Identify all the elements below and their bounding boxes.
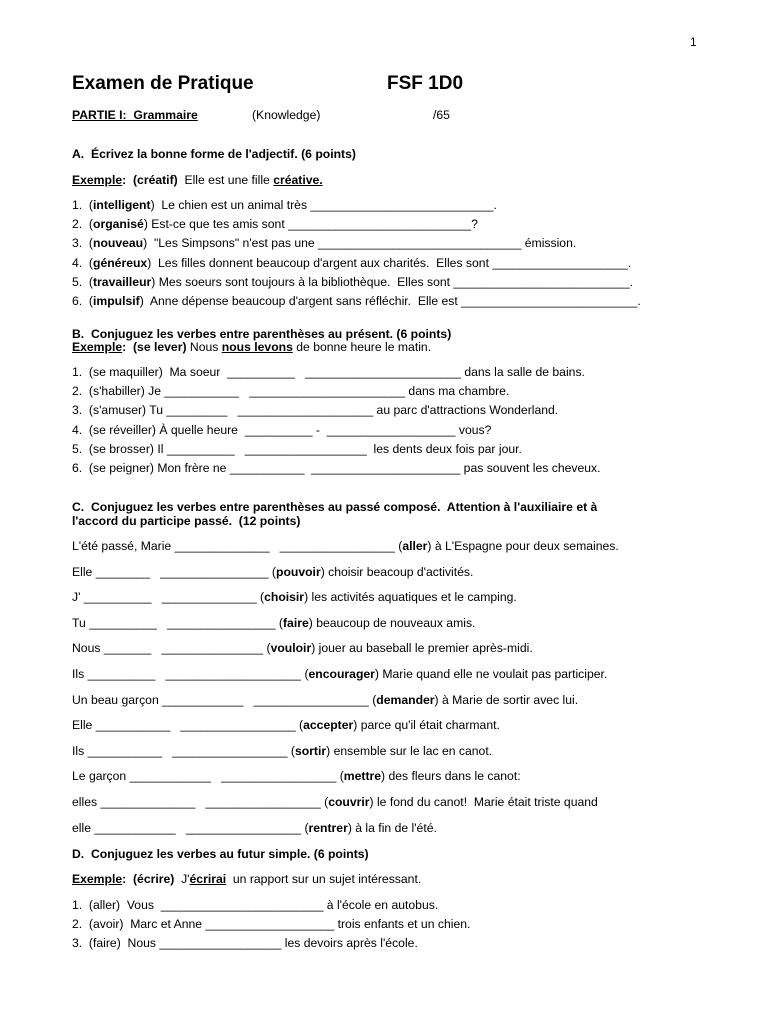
item-text: ) les activités aquatiques et le camping. — [304, 590, 517, 604]
item-prefix: 4. ( — [72, 256, 93, 270]
section-b-heading: B. Conjuguez les verbes entre parenthèses au présent. (6 points) — [72, 327, 452, 341]
example-colon: : — [122, 173, 133, 187]
item-text: ) "Les Simpsons" n'est pas une ______________________________ émission. — [143, 236, 577, 250]
section-c-item — [72, 565, 473, 580]
item-verb: vouloir — [270, 641, 312, 655]
example-text: Elle est une fille — [177, 173, 274, 187]
section-c-heading-line2: l'accord du participe passé. (12 points) — [72, 514, 301, 528]
item-text: ) à L'Espagne pour deux semaines. — [427, 539, 619, 553]
partie-score: /65 — [433, 108, 450, 122]
item-text: ) Mes soeurs sont toujours à la bibliothèque. Elles sont __________________________. — [151, 275, 634, 289]
section-b-item: 4. (se réveiller) À quelle heure __________ - ___________________ vous? — [72, 423, 492, 437]
exam-title: Examen de Pratique — [72, 73, 254, 94]
item-verb: pouvoir — [276, 565, 321, 579]
example-label: Exemple — [72, 173, 123, 187]
section-c-item — [72, 693, 578, 708]
section-d-heading: D. Conjuguez les verbes au futur simple. (6 points) — [72, 847, 369, 861]
item-verb: rentrer — [308, 821, 348, 835]
item-verb: encourager — [308, 667, 375, 681]
item-prefix: elles ______________ _________________ ( — [72, 795, 329, 809]
section-a-example — [72, 173, 323, 188]
item-verb: couvrir — [328, 795, 370, 809]
section-a-item — [72, 198, 497, 213]
example-answer: nous levons — [221, 340, 293, 354]
section-d-item: 3. (faire) Nous __________________ les devoirs après l'école. — [72, 936, 418, 950]
item-adjective: organisé — [93, 217, 144, 231]
section-a-item — [72, 275, 633, 290]
section-d-item: 2. (avoir) Marc et Anne ___________________ trois enfants et un chien. — [72, 917, 471, 931]
item-verb: sortir — [294, 744, 327, 758]
example-word: (écrire) — [132, 872, 175, 886]
page-number: 1 — [690, 35, 697, 49]
section-b-item: 3. (s'amuser) Tu _________ ____________________ au parc d'attractions Wonderland. — [72, 403, 559, 417]
section-b-item: 1. (se maquiller) Ma soeur __________ _______________________ dans la salle de bains. — [72, 365, 585, 379]
item-prefix: 1. ( — [72, 198, 93, 212]
item-adjective: impulsif — [93, 294, 140, 308]
item-adjective: nouveau — [93, 236, 144, 250]
item-text: ) Est-ce que tes amis sont ___________________________? — [143, 217, 478, 231]
section-a-item — [72, 294, 641, 309]
section-d-example — [72, 872, 421, 887]
item-verb: demander — [376, 693, 435, 707]
section-c-heading: C. Conjuguez les verbes entre parenthèses au passé composé. Attention à l'auxiliaire et à — [72, 500, 598, 514]
example-text: de bonne heure le matin. — [292, 340, 432, 354]
section-c-item — [72, 616, 475, 631]
item-text: ) des fleurs dans le canot: — [381, 769, 521, 783]
item-prefix: Tu __________ ________________ ( — [72, 616, 283, 630]
section-c-item — [72, 769, 521, 784]
course-code: FSF 1D0 — [387, 73, 464, 94]
item-verb: choisir — [264, 590, 305, 604]
example-text: Nous — [186, 340, 222, 354]
section-c-item — [72, 795, 598, 810]
example-answer: écrirai — [189, 872, 227, 886]
item-prefix: 6. ( — [72, 294, 93, 308]
example-word: (créatif) — [132, 173, 178, 187]
item-text: ) Le chien est un animal très ___________________________. — [150, 198, 497, 212]
item-prefix: Un beau garçon ____________ _________________ ( — [72, 693, 377, 707]
section-c-item — [72, 539, 619, 554]
item-verb: accepter — [303, 718, 354, 732]
item-prefix: elle ____________ _________________ ( — [72, 821, 309, 835]
item-prefix: Ils ___________ _________________ ( — [72, 744, 295, 758]
item-prefix: Elle ___________ _________________ ( — [72, 718, 304, 732]
section-b-example — [72, 340, 431, 355]
example-colon: : — [122, 872, 133, 886]
item-prefix: L'été passé, Marie ______________ _________________ ( — [72, 539, 403, 553]
item-adjective: travailleur — [93, 275, 152, 289]
example-answer: créative. — [273, 173, 323, 187]
section-a-heading: A. Écrivez la bonne forme de l'adjectif. (6 points) — [72, 147, 356, 161]
example-label: Exemple — [72, 340, 123, 354]
example-label: Exemple — [72, 872, 123, 886]
section-c-item — [72, 590, 517, 605]
item-verb: mettre — [343, 769, 382, 783]
item-verb: faire — [283, 616, 309, 630]
partie-label: PARTIE I: Grammaire — [72, 108, 198, 122]
item-prefix: 3. ( — [72, 236, 93, 250]
example-word: (se lever) — [132, 340, 187, 354]
item-text: ) Marie quand elle ne voulait pas participer. — [374, 667, 608, 681]
section-b-item: 5. (se brosser) Il __________ __________________ les dents deux fois par jour. — [72, 442, 522, 456]
item-prefix: 2. ( — [72, 217, 93, 231]
item-text: ) à la fin de l'été. — [347, 821, 437, 835]
item-text: ) parce qu'il était charmant. — [353, 718, 500, 732]
item-text: ) jouer au baseball le premier après-midi. — [311, 641, 533, 655]
example-colon: : — [122, 340, 133, 354]
section-c-item — [72, 641, 533, 656]
item-prefix: J' __________ ______________ ( — [72, 590, 265, 604]
section-c-item — [72, 744, 492, 759]
section-c-item — [72, 667, 607, 682]
item-prefix: Nous _______ _______________ ( — [72, 641, 271, 655]
item-text: ) à Marie de sortir avec lui. — [434, 693, 579, 707]
item-prefix: Le garçon ____________ _________________ ( — [72, 769, 344, 783]
section-a-item — [72, 217, 478, 232]
section-b-item: 6. (se peigner) Mon frère ne ___________ ______________________ pas souvent les cheveux. — [72, 461, 601, 475]
partie-category: (Knowledge) — [252, 108, 321, 122]
section-b-item: 2. (s'habiller) Je ___________ _______________________ dans ma chambre. — [72, 384, 510, 398]
section-c-item — [72, 821, 437, 836]
item-adjective: généreux — [93, 256, 148, 270]
example-text: J' — [174, 872, 190, 886]
item-prefix: 5. ( — [72, 275, 93, 289]
item-verb: aller — [402, 539, 428, 553]
section-a-item — [72, 256, 631, 271]
item-text: ) Les filles donnent beaucoup d'argent aux charités. Elles sont ____________________. — [147, 256, 632, 270]
item-prefix: Elle ________ ________________ ( — [72, 565, 276, 579]
item-text: ) Anne dépense beaucoup d'argent sans réfléchir. Elle est __________________________. — [139, 294, 641, 308]
section-d-item: 1. (aller) Vous ________________________ à l'école en autobus. — [72, 898, 439, 912]
item-text: ) ensemble sur le lac en canot. — [326, 744, 493, 758]
item-adjective: intelligent — [93, 198, 151, 212]
item-text: ) beaucoup de nouveaux amis. — [308, 616, 476, 630]
item-prefix: Ils __________ ____________________ ( — [72, 667, 309, 681]
section-a-item — [72, 236, 576, 251]
section-c-item — [72, 718, 500, 733]
example-text: un rapport sur un sujet intéressant. — [226, 872, 422, 886]
item-text: ) le fond du canot! Marie était triste quand — [369, 795, 598, 809]
item-text: ) choisir beacoup d'activités. — [320, 565, 474, 579]
